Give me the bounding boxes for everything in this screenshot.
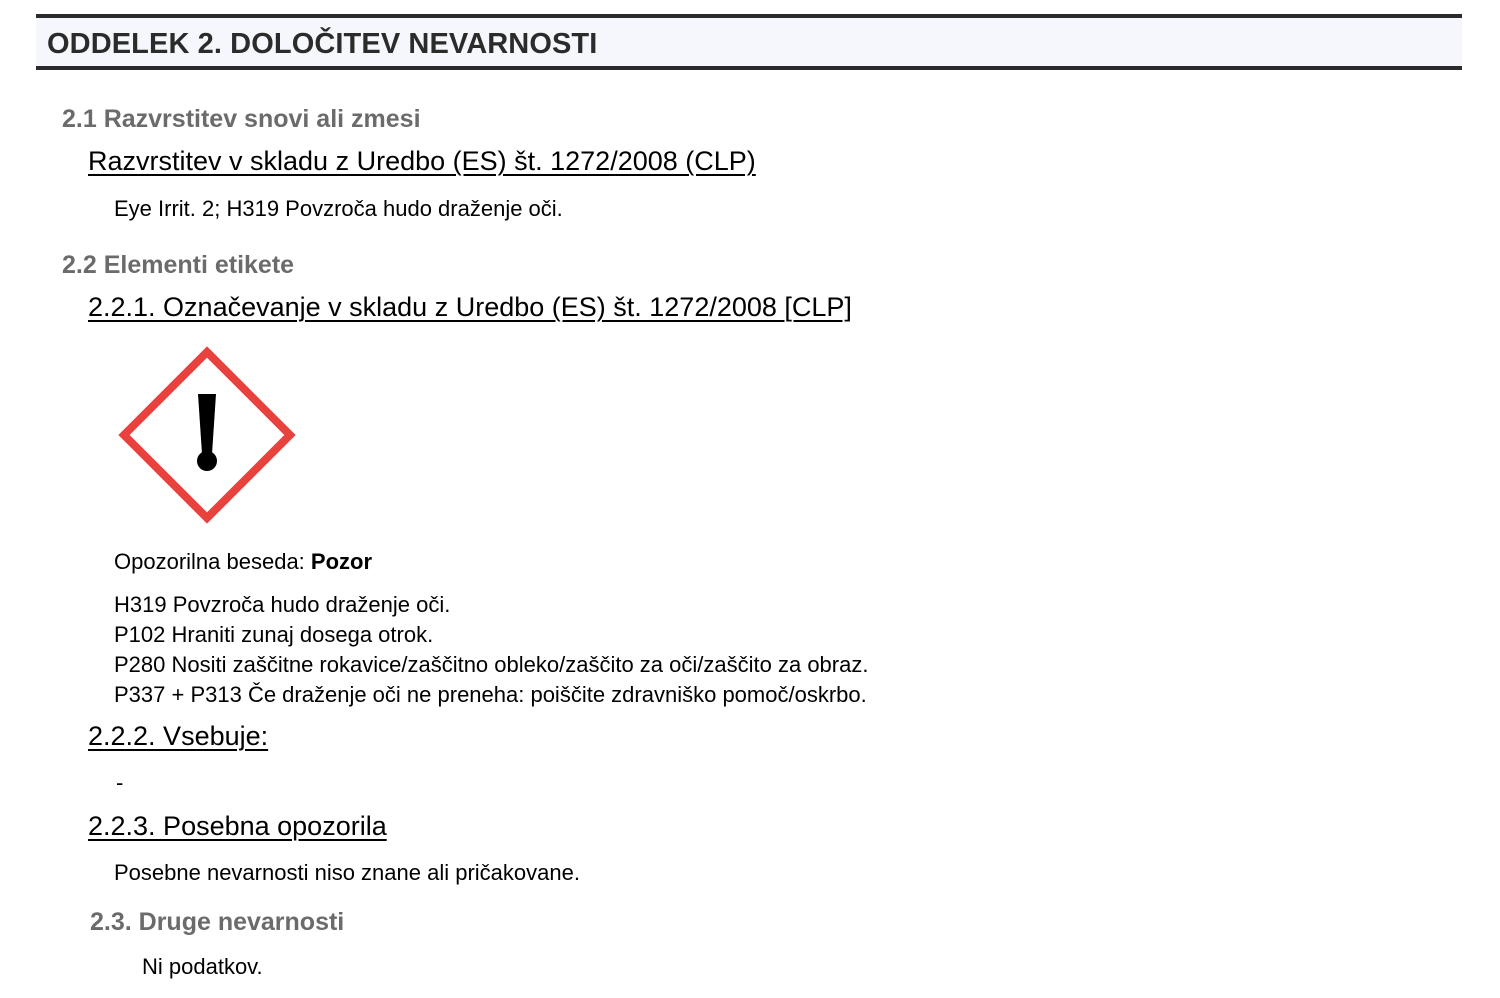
other-hazards-text: Ni podatkov. — [142, 954, 263, 979]
heading-2-2: 2.2 Elementi etikete — [62, 251, 295, 279]
hazard-precautionary-statements — [114, 590, 868, 710]
section-header — [36, 14, 1462, 70]
section-title: ODDELEK 2. DOLOČITEV NEVARNOSTI — [47, 28, 598, 60]
signal-word-label: Opozorilna beseda: — [114, 549, 311, 574]
statement-p337-p313: P337 + P313 Če draženje oči ne preneha: poiščite zdravniško pomoč/oskrbo. — [114, 682, 867, 707]
heading-2-2-3: 2.2.3. Posebna opozorila — [88, 811, 387, 841]
contains-value: - — [116, 770, 124, 795]
signal-word: Pozor — [310, 549, 373, 574]
signal-word-line — [114, 549, 372, 575]
heading-2-1: 2.1 Razvrstitev snovi ali zmesi — [62, 105, 421, 133]
statement-p280: P280 Nositi zaščitne rokavice/zaščitno obleko/zaščito za oči/zaščito za obraz. — [114, 652, 869, 677]
special-warnings-text: Posebne nevarnosti niso znane ali pričakovane. — [114, 860, 580, 885]
heading-2-2-1: 2.2.1. Označevanje v skladu z Uredbo (ES) št. 1272/2008 [CLP] — [88, 292, 852, 322]
exclamation-mark-hazard-icon — [118, 346, 296, 524]
classification-text: Eye Irrit. 2; H319 Povzroča hudo draženje oči. — [114, 196, 563, 221]
subheading-clp-classification: Razvrstitev v skladu z Uredbo (ES) št. 1272/2008 (CLP) — [88, 146, 756, 176]
heading-2-3: 2.3. Druge nevarnosti — [90, 908, 345, 936]
statement-p102: P102 Hraniti zunaj dosega otrok. — [114, 622, 434, 647]
statement-h319: H319 Povzroča hudo draženje oči. — [114, 592, 451, 617]
heading-2-2-2: 2.2.2. Vsebuje: — [88, 721, 269, 751]
